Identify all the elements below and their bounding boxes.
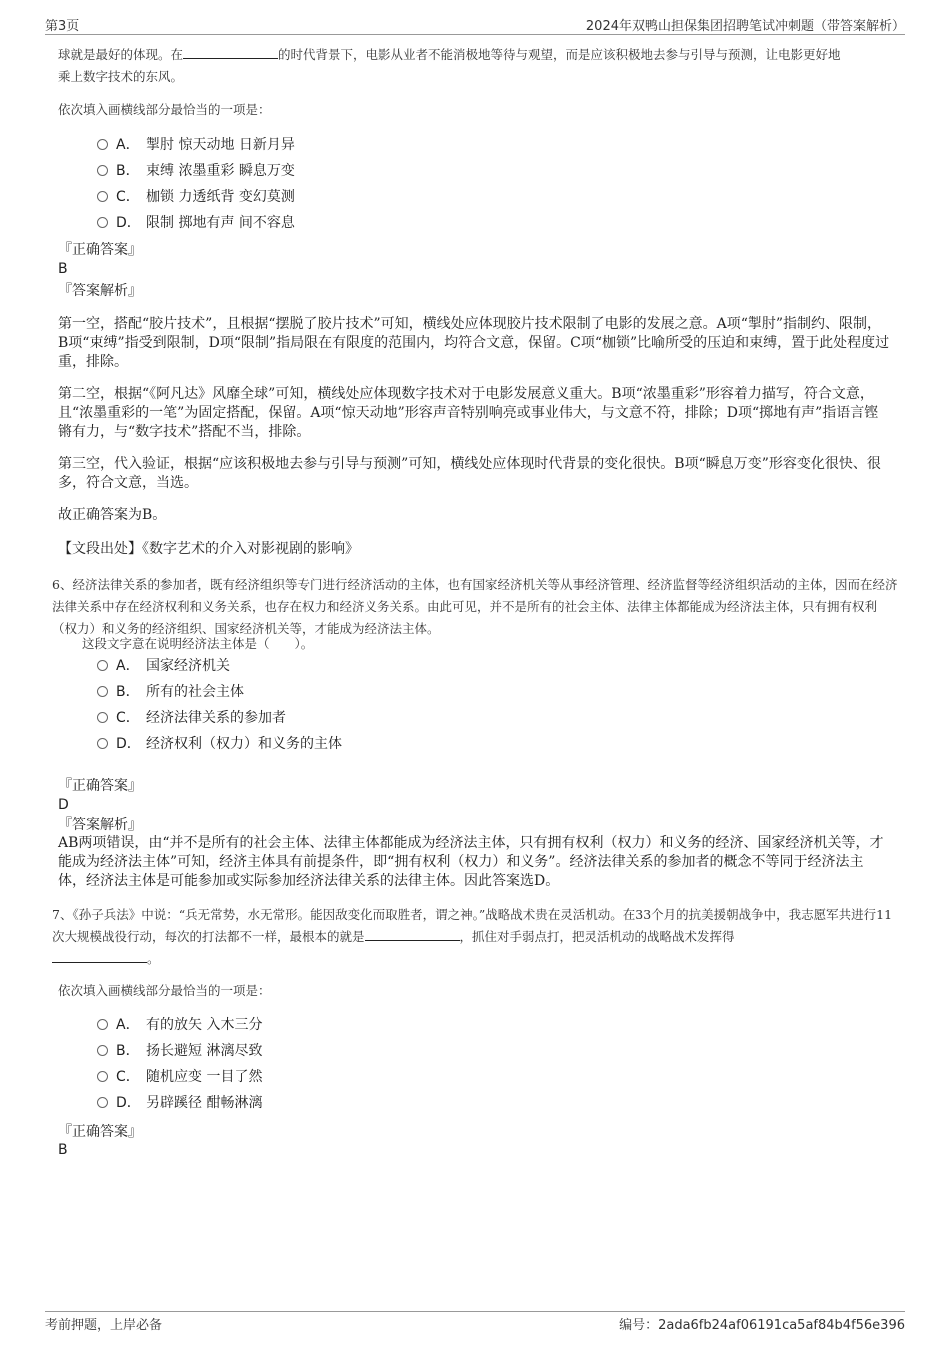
q5-answer-label: 『正确答案』	[58, 242, 142, 258]
q6-option-d[interactable]: D． 经济权利（权力）和义务的主体	[97, 733, 342, 755]
q6-analysis-label: 『答案解析』	[58, 817, 142, 833]
q5-stem: 球就是最好的体现。在 的时代背景下，电影从业者不能消极地等待与观望，而是应该积极地去参与引导与预测，让电影更好地 乘上数字技术的东风。	[58, 47, 841, 84]
page-number: 第3页	[45, 19, 80, 34]
radio-icon[interactable]	[97, 191, 108, 202]
q7-answer-label: 『正确答案』	[58, 1124, 142, 1140]
q5-option-c[interactable]: C． 枷锁 力透纸背 变幻莫测	[97, 186, 295, 208]
radio-icon[interactable]	[97, 165, 108, 176]
q6-answer-label: 『正确答案』	[58, 778, 142, 794]
fill-blank	[52, 950, 147, 963]
radio-icon[interactable]	[97, 217, 108, 228]
q5-prompt: 依次填入画横线部分最恰当的一项是：	[58, 102, 271, 117]
radio-icon[interactable]	[97, 660, 108, 671]
q5-option-a[interactable]: A． 掣肘 惊天动地 日新月异	[97, 134, 295, 156]
footer-rule	[45, 1311, 905, 1312]
q6-stem: 6、经济法律关系的参加者，既有经济组织等专门进行经济活动的主体，也有国家经济机关等从事经济管理、经济监督等经济组织活动的主体，因而在经济法律关系中存在经济权利和义务关系，也存在权力和经济义务关系。由此可见，并不是所有的社会主体、法律主体都能成为经济法主体，只有拥有权利（权力）和义务的经济组织、国家经济机关等，才能成为经济法主体。	[52, 577, 898, 636]
q7-stem: 7、《孙子兵法》中说：“兵无常势，水无常形。能因敌变化而取胜者，谓之神。”战略战术贵在灵活机动。在33个月的抗美援朝战争中，我志愿军共进行11次大规模战役行动，每次的打法都不一样，最根本的就是 ，抓住对手弱点打，把灵活机动的战略战术发挥得 。	[52, 907, 893, 966]
q6-option-c[interactable]: C． 经济法律关系的参加者	[97, 707, 286, 729]
q6-prompt: 这段文字意在说明经济法主体是（ ）。	[82, 636, 314, 651]
q5-source: 【文段出处】《数字艺术的介入对影视剧的影响》	[58, 541, 359, 557]
radio-icon[interactable]	[97, 712, 108, 723]
footer-slogan: 考前押题，上岸必备	[45, 1318, 163, 1333]
q7-answer: B	[58, 1142, 68, 1158]
radio-icon[interactable]	[97, 1019, 108, 1030]
q6-analysis: AB两项错误，由“并不是所有的社会主体、法律主体都能成为经济法主体，只有拥有权利（权力）和义务的经济、国家经济机关等，才能成为经济法主体”可知，经济主体具有前提条件，即“拥有权利（权力）和义务”。经济法律关系的参加者的概念不等同于经济法主体，经济法主体是可能参加或实际参加经济法律关系的法律主体。因此答案选D。	[58, 835, 884, 889]
q6-option-a[interactable]: A． 国家经济机关	[97, 655, 230, 677]
header-rule	[45, 34, 905, 35]
radio-icon[interactable]	[97, 738, 108, 749]
q7-option-a[interactable]: A． 有的放矢 入木三分	[97, 1014, 262, 1036]
q6-answer: D	[58, 797, 69, 813]
q7-prompt: 依次填入画横线部分最恰当的一项是：	[58, 983, 271, 998]
document-title: 2024年双鸭山担保集团招聘笔试冲刺题（带答案解析）	[585, 19, 905, 34]
q5-answer: B	[58, 261, 68, 277]
q6-option-b[interactable]: B． 所有的社会主体	[97, 681, 244, 703]
q5-option-b[interactable]: B． 束缚 浓墨重彩 瞬息万变	[97, 160, 295, 182]
document-code: 编号：2ada6fb24af06191ca5af84b4f56e396	[619, 1318, 905, 1333]
radio-icon[interactable]	[97, 139, 108, 150]
radio-icon[interactable]	[97, 1071, 108, 1082]
q5-analysis-conclusion: 故正确答案为B。	[58, 507, 167, 523]
radio-icon[interactable]	[97, 686, 108, 697]
q7-option-c[interactable]: C． 随机应变 一目了然	[97, 1066, 262, 1088]
radio-icon[interactable]	[97, 1045, 108, 1056]
q7-option-b[interactable]: B． 扬长避短 淋漓尽致	[97, 1040, 262, 1062]
q5-option-d[interactable]: D． 限制 掷地有声 间不容息	[97, 212, 295, 234]
radio-icon[interactable]	[97, 1097, 108, 1108]
q5-analysis-p1: 第一空，搭配“胶片技术”，且根据“摆脱了胶片技术”可知，横线处应体现胶片技术限制了电影的发展之意。A项“掣肘”指制约、限制，B项“束缚”指受到限制，D项“限制”指局限在有限度的范围内，均符合文意，保留。C项“枷锁”比喻所受的压迫和束缚，置于此处程度过重，排除。	[58, 316, 890, 370]
fill-blank	[183, 46, 278, 59]
q7-option-d[interactable]: D． 另辟蹊径 酣畅淋漓	[97, 1092, 262, 1114]
q5-analysis-label: 『答案解析』	[58, 283, 142, 299]
q5-analysis-p2: 第二空，根据“《阿凡达》风靡全球”可知，横线处应体现数字技术对于电影发展意义重大。B项“浓墨重彩”形容着力描写，符合文意，且“浓墨重彩的一笔”为固定搭配，保留。A项“惊天动地”形容声音特别响亮或事业伟大，与文意不符，排除；D项“掷地有声”指语言铿锵有力，与“数字技术”搭配不当，排除。	[58, 386, 879, 440]
q5-analysis-p3: 第三空，代入验证，根据“应该积极地去参与引导与预测”可知，横线处应体现时代背景的变化很快。B项“瞬息万变”形容变化很快、很多，符合文意，当选。	[58, 456, 881, 491]
fill-blank	[365, 928, 460, 941]
